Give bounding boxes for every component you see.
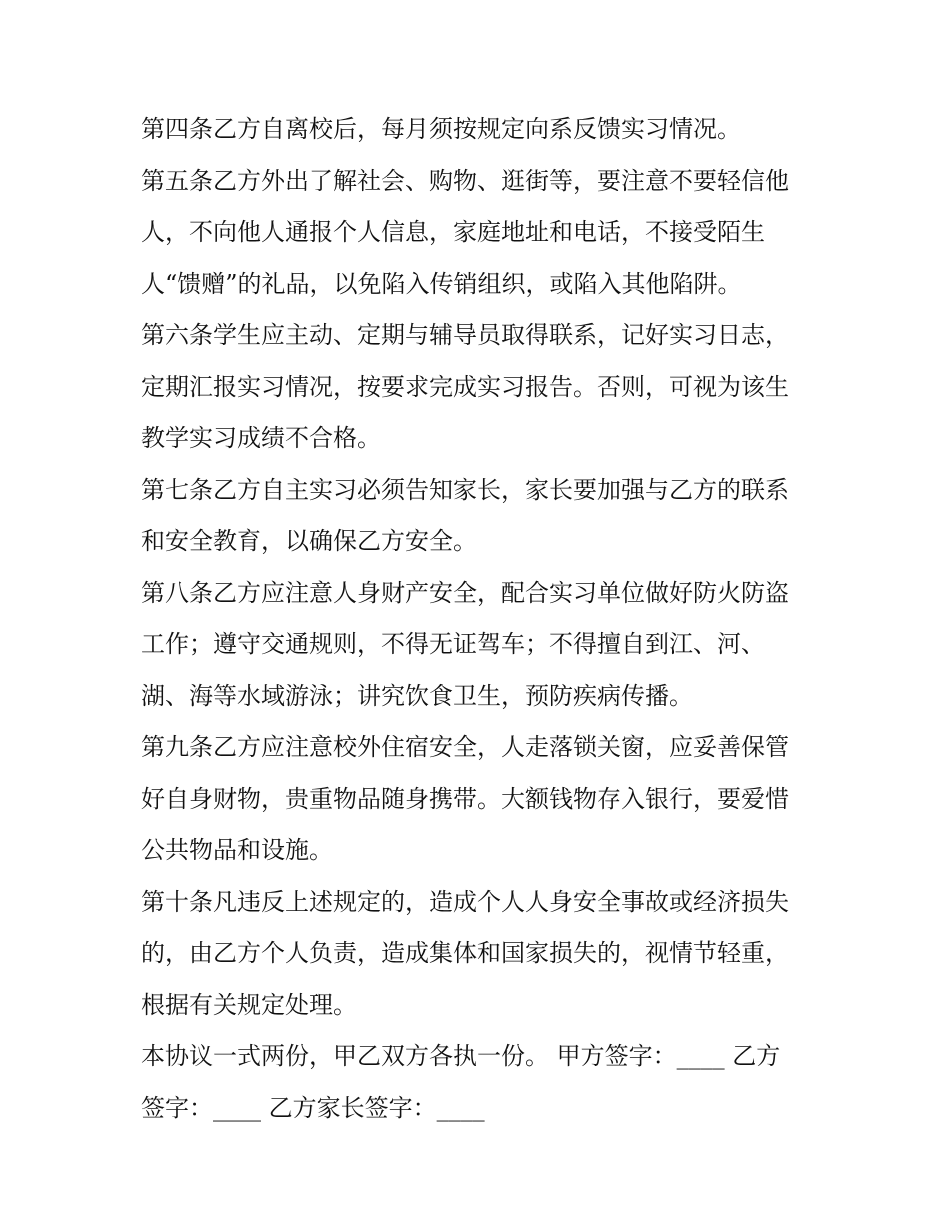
text-line: 第九条乙方应注意校外住宿安全，人走落锁关窗，应妥善保管 xyxy=(141,733,789,761)
document-body xyxy=(141,104,816,1134)
text-line: 第四条乙方自离校后，每月须按规定向系反馈实习情况。 xyxy=(141,115,741,143)
text-line: 人，不向他人通报个人信息，家庭地址和电话，不接受陌生 xyxy=(141,218,765,246)
article-9 xyxy=(141,722,816,877)
text-line: 教学实习成绩不合格。 xyxy=(141,424,381,452)
text-line: 公共物品和设施。 xyxy=(141,836,333,864)
text-line: 第七条乙方自主实习必须告知家长，家长要加强与乙方的联系 xyxy=(141,475,789,504)
text-line: 根据有关规定处理。 xyxy=(141,990,357,1019)
text-line: 的，由乙方个人负责，造成集体和国家损失的，视情节轻重， xyxy=(141,939,789,967)
text-line: 工作；遵守交通规则，不得无证驾车；不得擅自到江、河、 xyxy=(141,630,765,658)
text-line: 定期汇报实习情况，按要求完成实习报告。否则，可视为该生 xyxy=(141,372,789,401)
signature-clause xyxy=(141,1031,816,1134)
text-line: 好自身财物，贵重物品随身携带。大额钱物存入银行，要爱惜 xyxy=(141,784,789,813)
text-line: 和安全教育，以确保乙方安全。 xyxy=(141,527,477,555)
article-10 xyxy=(141,877,816,1032)
text-line: 签字：____ 乙方家长签字：____ xyxy=(141,1093,485,1122)
text-line: 第八条乙方应注意人身财产安全，配合实习单位做好防火防盗 xyxy=(141,578,789,607)
article-6 xyxy=(141,310,816,465)
text-line: 湖、海等水域游泳；讲究饮食卫生，预防疾病传播。 xyxy=(141,681,693,710)
text-line: 人“馈赠”的礼品，以免陷入传销组织，或陷入其他陷阱。 xyxy=(141,269,742,298)
text-line: 第六条学生应主动、定期与辅导员取得联系，记好实习日志， xyxy=(141,321,789,349)
text-line: 第五条乙方外出了解社会、购物、逛街等，要注意不要轻信他 xyxy=(141,166,789,195)
article-7 xyxy=(141,465,816,568)
article-4 xyxy=(141,104,816,156)
article-5 xyxy=(141,156,816,311)
text-line: 本协议一式两份，甲乙双方各执一份。 甲方签字：____ 乙方 xyxy=(141,1042,781,1070)
text-line: 第十条凡违反上述规定的，造成个人人身安全事故或经济损失 xyxy=(141,887,789,916)
article-8 xyxy=(141,568,816,723)
